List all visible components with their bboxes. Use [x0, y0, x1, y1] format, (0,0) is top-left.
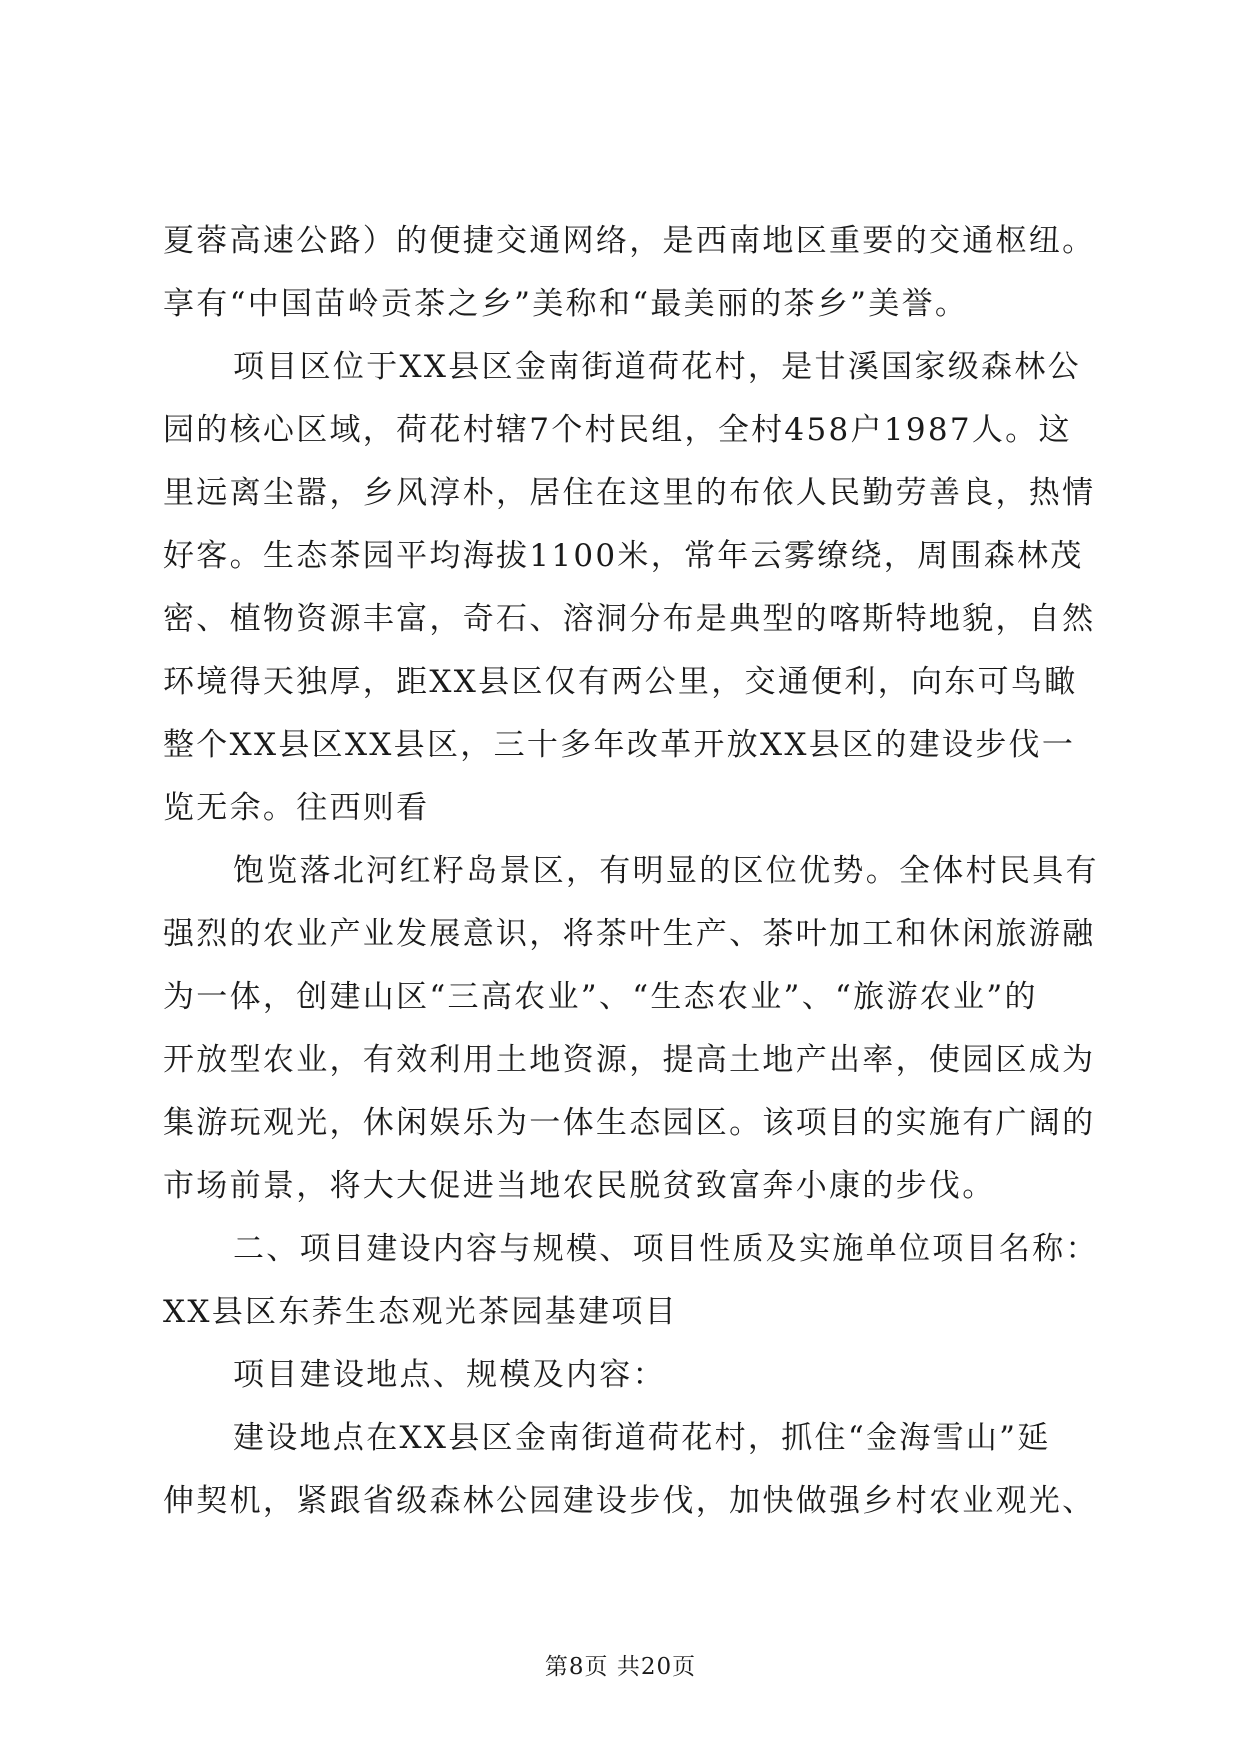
- text-line: 伸契机，紧跟省级森林公园建设步伐，加快做强乡村农业观光、: [163, 1483, 1096, 1519]
- text-line: 项目区位于XX县区金南街道荷花村，是甘溪国家级森林公: [233, 349, 1081, 385]
- text-line: 强烈的农业产业发展意识，将茶叶生产、茶叶加工和休闲旅游融: [163, 916, 1096, 952]
- text-line: 览无余。往西则看: [163, 790, 430, 826]
- text-line: 市场前景，将大大促进当地农民脱贫致富奔小康的步伐。: [163, 1168, 996, 1204]
- text-line: 密、植物资源丰富，奇石、溶洞分布是典型的喀斯特地貌，自然: [163, 601, 1096, 637]
- text-line: 享有“中国苗岭贡茶之乡”美称和“最美丽的茶乡”美誉。: [163, 286, 969, 322]
- text-line: 为一体，创建山区“三高农业”、“生态农业”、“旅游农业”的: [163, 979, 1038, 1015]
- text-line: 饱览落北河红籽岛景区，有明显的区位优势。全体村民具有: [233, 853, 1099, 889]
- text-line: 开放型农业，有效利用土地资源，提高土地产出率，使园区成为: [163, 1042, 1096, 1078]
- text-line: XX县区东荞生态观光茶园基建项目: [163, 1294, 678, 1330]
- text-line: 环境得天独厚，距XX县区仅有两公里，交通便利，向东可鸟瞰: [163, 664, 1078, 700]
- text-line: 里远离尘嚣，乡风淳朴，居住在这里的布依人民勤劳善良，热情: [163, 475, 1096, 511]
- body-text: [163, 210, 1099, 1533]
- text-line: 整个XX县区XX县区，三十多年改革开放XX县区的建设步伐一: [163, 727, 1076, 763]
- text-line: 夏蓉高速公路）的便捷交通网络，是西南地区重要的交通枢纽。: [163, 223, 1096, 259]
- text-line: 建设地点在XX县区金南街道荷花村，抓住“金海雪山”延: [233, 1420, 1051, 1456]
- page-number-footer: 第8页 共20页: [544, 1654, 697, 1680]
- text-line: 好客。生态茶园平均海拔1100米，常年云雾缭绕，周围森林茂: [163, 538, 1084, 574]
- text-line: 集游玩观光，休闲娱乐为一体生态园区。该项目的实施有广阔的: [163, 1105, 1096, 1141]
- text-line: 园的核心区域，荷花村辖7个村民组，全村458户1987人。这: [163, 412, 1072, 448]
- text-line: 项目建设地点、规模及内容：: [233, 1357, 666, 1393]
- text-line: 二、项目建设内容与规模、项目性质及实施单位项目名称：: [233, 1231, 1099, 1267]
